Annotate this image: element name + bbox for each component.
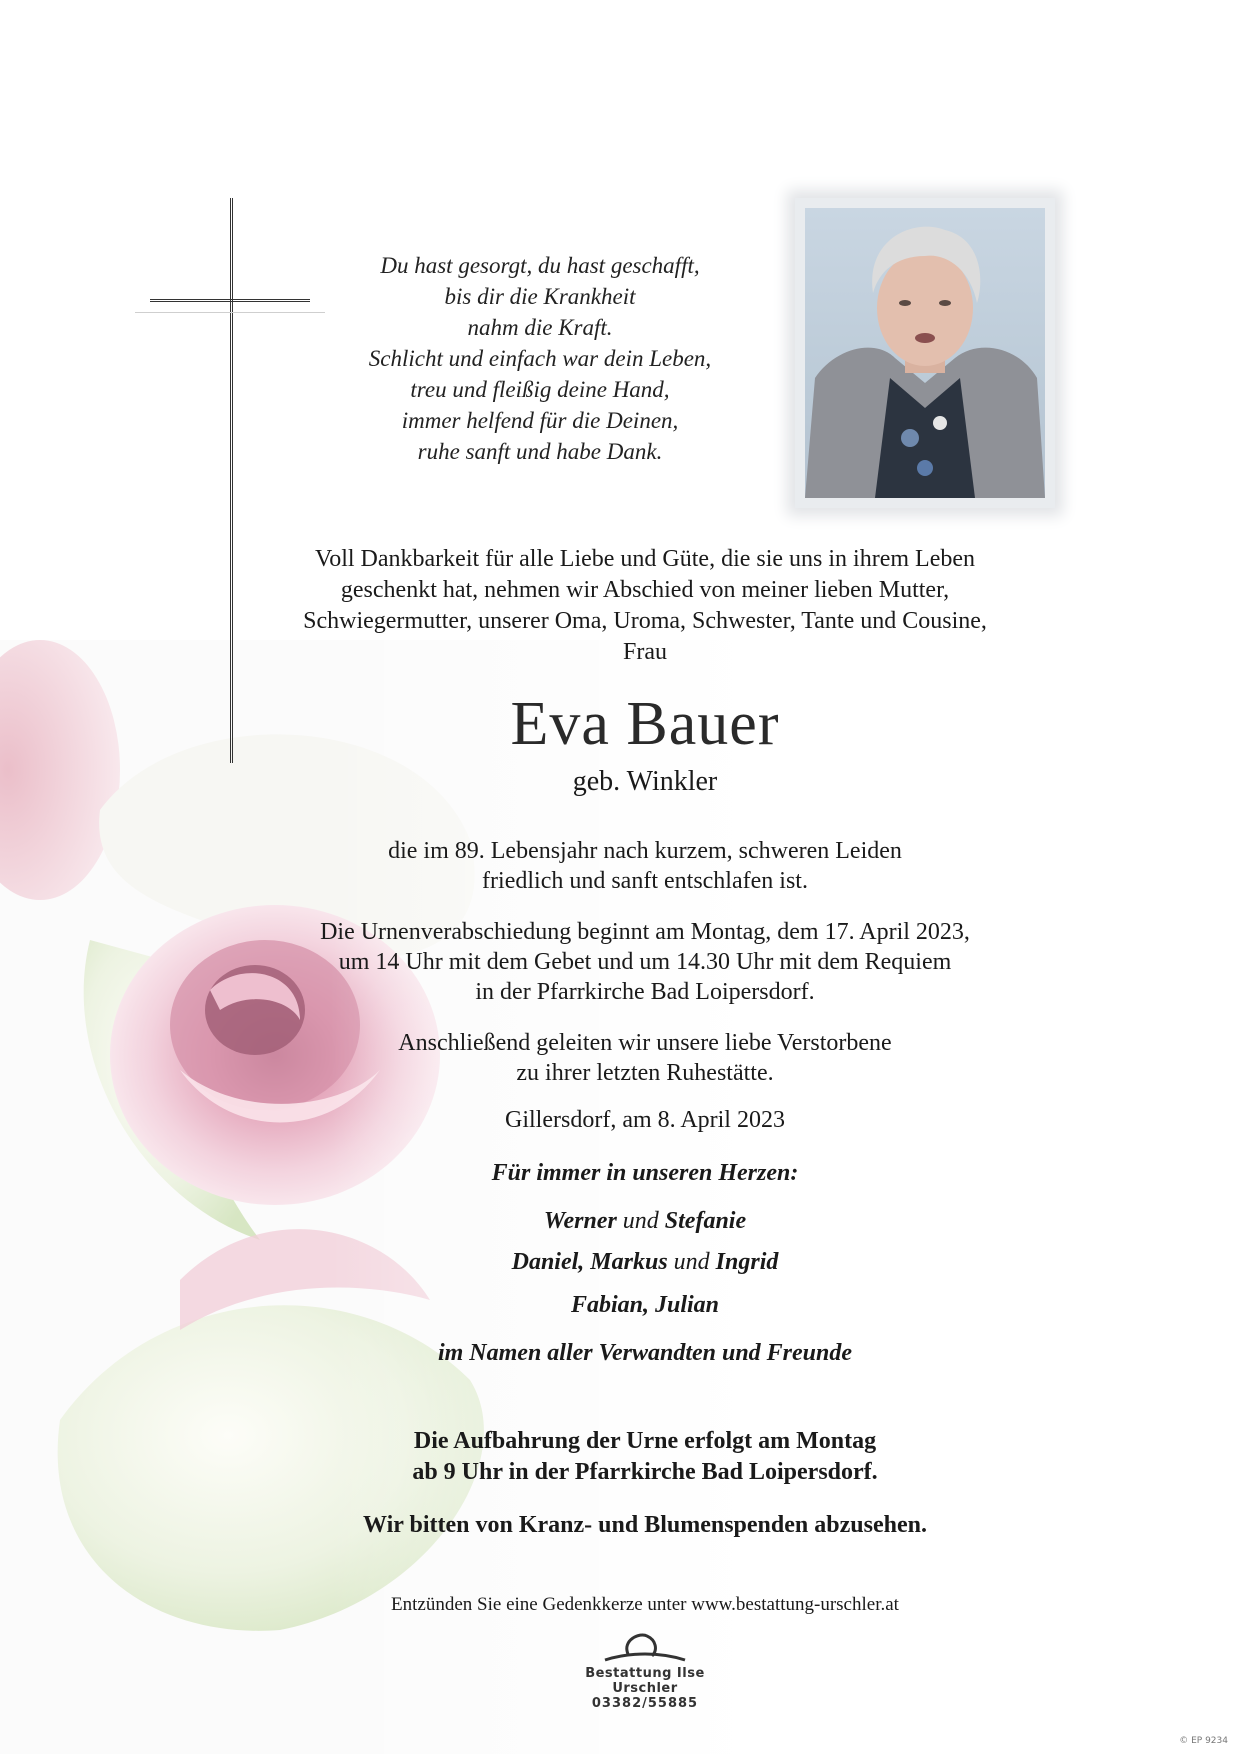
mourner-relatives: im Namen aller Verwandten und Freunde	[437, 1340, 853, 1366]
ceremony-line: in der Pfarrkirche Bad Loipersdorf.	[475, 979, 815, 1005]
viewing-line: Die Aufbahrung der Urne erfolgt am Montag	[413, 1428, 877, 1454]
portrait-frame	[795, 198, 1055, 508]
intro-text	[220, 544, 1070, 668]
burial-text	[220, 1028, 1070, 1088]
cross-shadow-line	[135, 312, 325, 313]
mourner-name: Fabian, Julian	[570, 1292, 720, 1318]
intro-line: Voll Dankbarkeit für alle Liebe und Güte, die sie uns in ihrem Leben	[314, 546, 976, 572]
mourner-conjunction: und	[622, 1208, 659, 1234]
passing-line: friedlich und sanft entschlafen ist.	[482, 868, 808, 894]
poem-line: Schlicht und einfach war dein Leben,	[368, 346, 712, 371]
flowers-notice: Wir bitten von Kranz- und Blumenspenden abzusehen.	[363, 1512, 927, 1538]
poem-line: Du hast gesorgt, du hast geschafft,	[380, 253, 700, 278]
cross-vertical-beam	[230, 198, 233, 763]
ceremony-line: um 14 Uhr mit dem Gebet und um 14.30 Uhr mit dem Requiem	[338, 949, 952, 975]
undertaker-name: Bestattung Ilse Urschler	[585, 1666, 705, 1696]
poem-line: nahm die Kraft.	[467, 315, 613, 340]
birth-name: geb. Winkler	[572, 766, 718, 797]
poem-line: treu und fleißig deine Hand,	[410, 377, 670, 402]
poem-line: bis dir die Krankheit	[444, 284, 636, 309]
mourners-line	[220, 1247, 1070, 1277]
intro-line: Schwiegermutter, unserer Oma, Uroma, Schwester, Tante und Cousine,	[303, 608, 987, 634]
burial-line: zu ihrer letzten Ruhestätte.	[516, 1060, 774, 1086]
place-date: Gillersdorf, am 8. April 2023	[505, 1107, 785, 1133]
viewing-line: ab 9 Uhr in der Pfarrkirche Bad Loipersdorf.	[412, 1459, 878, 1485]
undertaker-logo	[560, 1630, 730, 1711]
undertaker-phone: 03382/55885	[591, 1696, 699, 1711]
passing-text	[220, 836, 1070, 896]
portrait-photo	[805, 208, 1045, 498]
mourners-line	[220, 1290, 1070, 1320]
ceremony-text	[220, 917, 1070, 1007]
mourner-name: Daniel, Markus	[511, 1249, 668, 1275]
mourner-conjunction: und	[673, 1249, 710, 1275]
mourners-heading: Für immer in unseren Herzen:	[491, 1160, 799, 1186]
poem-line: immer helfend für die Deinen,	[401, 408, 679, 433]
mourners-line	[220, 1338, 1070, 1368]
mourners-line	[220, 1206, 1070, 1236]
poem-line: ruhe sanft und habe Dank.	[417, 439, 663, 464]
form-code: © EP 9234	[1179, 1736, 1228, 1746]
mourner-name: Ingrid	[715, 1249, 779, 1275]
website-line: Entzünden Sie eine Gedenkkerze unter www.bestattung-urschler.at	[391, 1594, 899, 1615]
mourner-name: Stefanie	[664, 1208, 747, 1234]
burial-line: Anschließend geleiten wir unsere liebe Verstorbene	[398, 1030, 892, 1056]
cross-horizontal-beam	[150, 299, 310, 302]
poem	[330, 250, 750, 467]
rose-image	[0, 640, 760, 1754]
intro-line: Frau	[623, 639, 667, 665]
viewing-notice	[220, 1426, 1070, 1488]
mourner-name: Werner	[543, 1208, 617, 1234]
ceremony-line: Die Urnenverabschiedung beginnt am Montag, dem 17. April 2023,	[320, 919, 970, 945]
passing-line: die im 89. Lebensjahr nach kurzem, schweren Leiden	[388, 838, 902, 864]
undertaker-logo-icon	[600, 1630, 690, 1666]
intro-line: geschenkt hat, nehmen wir Abschied von meiner lieben Mutter,	[340, 577, 950, 603]
deceased-name: Eva Bauer	[510, 690, 780, 758]
